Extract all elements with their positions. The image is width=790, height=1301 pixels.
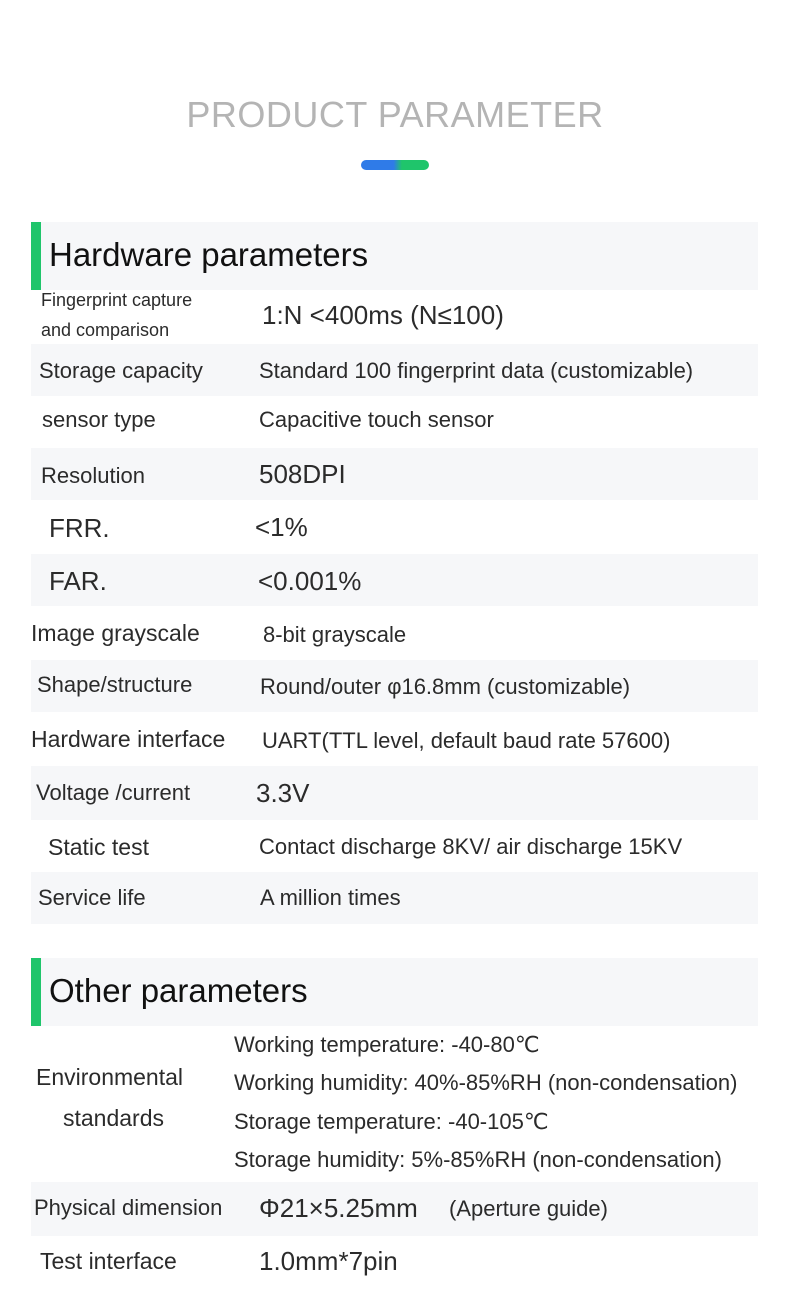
other-section: [31, 958, 758, 1276]
param-label: and comparison: [41, 320, 170, 340]
param-value: Φ21×5.25mm: [259, 1193, 418, 1223]
param-value-note: (Aperture guide): [449, 1196, 608, 1221]
param-value: <1%: [255, 512, 308, 542]
param-label: Image grayscale: [31, 620, 200, 646]
param-label: Storage capacity: [39, 358, 203, 383]
param-value: UART(TTL level, default baud rate 57600): [262, 728, 671, 753]
param-row: [31, 712, 758, 766]
param-label: Static test: [48, 834, 149, 860]
param-row: [31, 606, 758, 660]
section-heading: Other parameters: [49, 972, 308, 1009]
param-label: Service life: [38, 885, 146, 910]
env-value: Working temperature: -40-80℃: [234, 1032, 540, 1057]
param-label: Physical dimension: [34, 1195, 223, 1220]
param-row: [31, 344, 758, 396]
param-label: Hardware interface: [31, 726, 226, 752]
title-underline: [361, 160, 429, 170]
param-label: Environmental: [36, 1064, 184, 1090]
env-value: Working humidity: 40%-85%RH (non-condensation): [234, 1070, 738, 1095]
param-row: [31, 290, 758, 344]
param-value: 3.3V: [256, 778, 310, 808]
param-value: Standard 100 fingerprint data (customizable): [259, 358, 694, 383]
param-value: Round/outer φ16.8mm (customizable): [260, 674, 631, 699]
param-value: Contact discharge 8KV/ air discharge 15KV: [259, 834, 683, 859]
param-label: FRR.: [49, 513, 110, 543]
param-label: sensor type: [42, 407, 156, 432]
param-row: [31, 766, 758, 820]
env-value: Storage humidity: 5%-85%RH (non-condensation): [234, 1147, 722, 1172]
param-label: Fingerprint capture: [41, 290, 193, 310]
param-label: Shape/structure: [37, 672, 193, 697]
param-row: [31, 500, 758, 554]
param-value: 1:N <400ms (N≤100): [262, 300, 504, 330]
param-row: [31, 448, 758, 500]
section-accent-bar: [31, 222, 41, 290]
section-heading: Hardware parameters: [49, 236, 369, 273]
param-row: [31, 872, 758, 924]
param-value: 8-bit grayscale: [263, 622, 407, 647]
param-value: 508DPI: [259, 459, 346, 489]
other-header: [31, 958, 758, 1026]
param-value: <0.001%: [258, 566, 362, 596]
section-accent-bar: [31, 958, 41, 1026]
param-value: A million times: [260, 885, 401, 910]
hardware-header: [31, 222, 758, 290]
param-row: [31, 554, 758, 606]
param-row: [31, 820, 758, 872]
param-label: FAR.: [49, 566, 107, 596]
param-label: Resolution: [41, 463, 145, 488]
param-value: 1.0mm*7pin: [259, 1246, 398, 1276]
env-value: Storage temperature: -40-105℃: [234, 1109, 549, 1134]
param-row: [31, 660, 758, 712]
param-row: [31, 1182, 758, 1236]
hardware-section: [31, 222, 758, 910]
param-label: standards: [63, 1105, 165, 1131]
param-label: Test interface: [40, 1248, 177, 1274]
param-label: Voltage /current: [36, 780, 191, 805]
param-row: [31, 396, 758, 448]
param-value: Capacitive touch sensor: [259, 407, 494, 432]
page-title: PRODUCT PARAMETER: [186, 94, 604, 135]
param-row: [31, 1236, 758, 1290]
param-row-environment: [31, 1026, 758, 1182]
